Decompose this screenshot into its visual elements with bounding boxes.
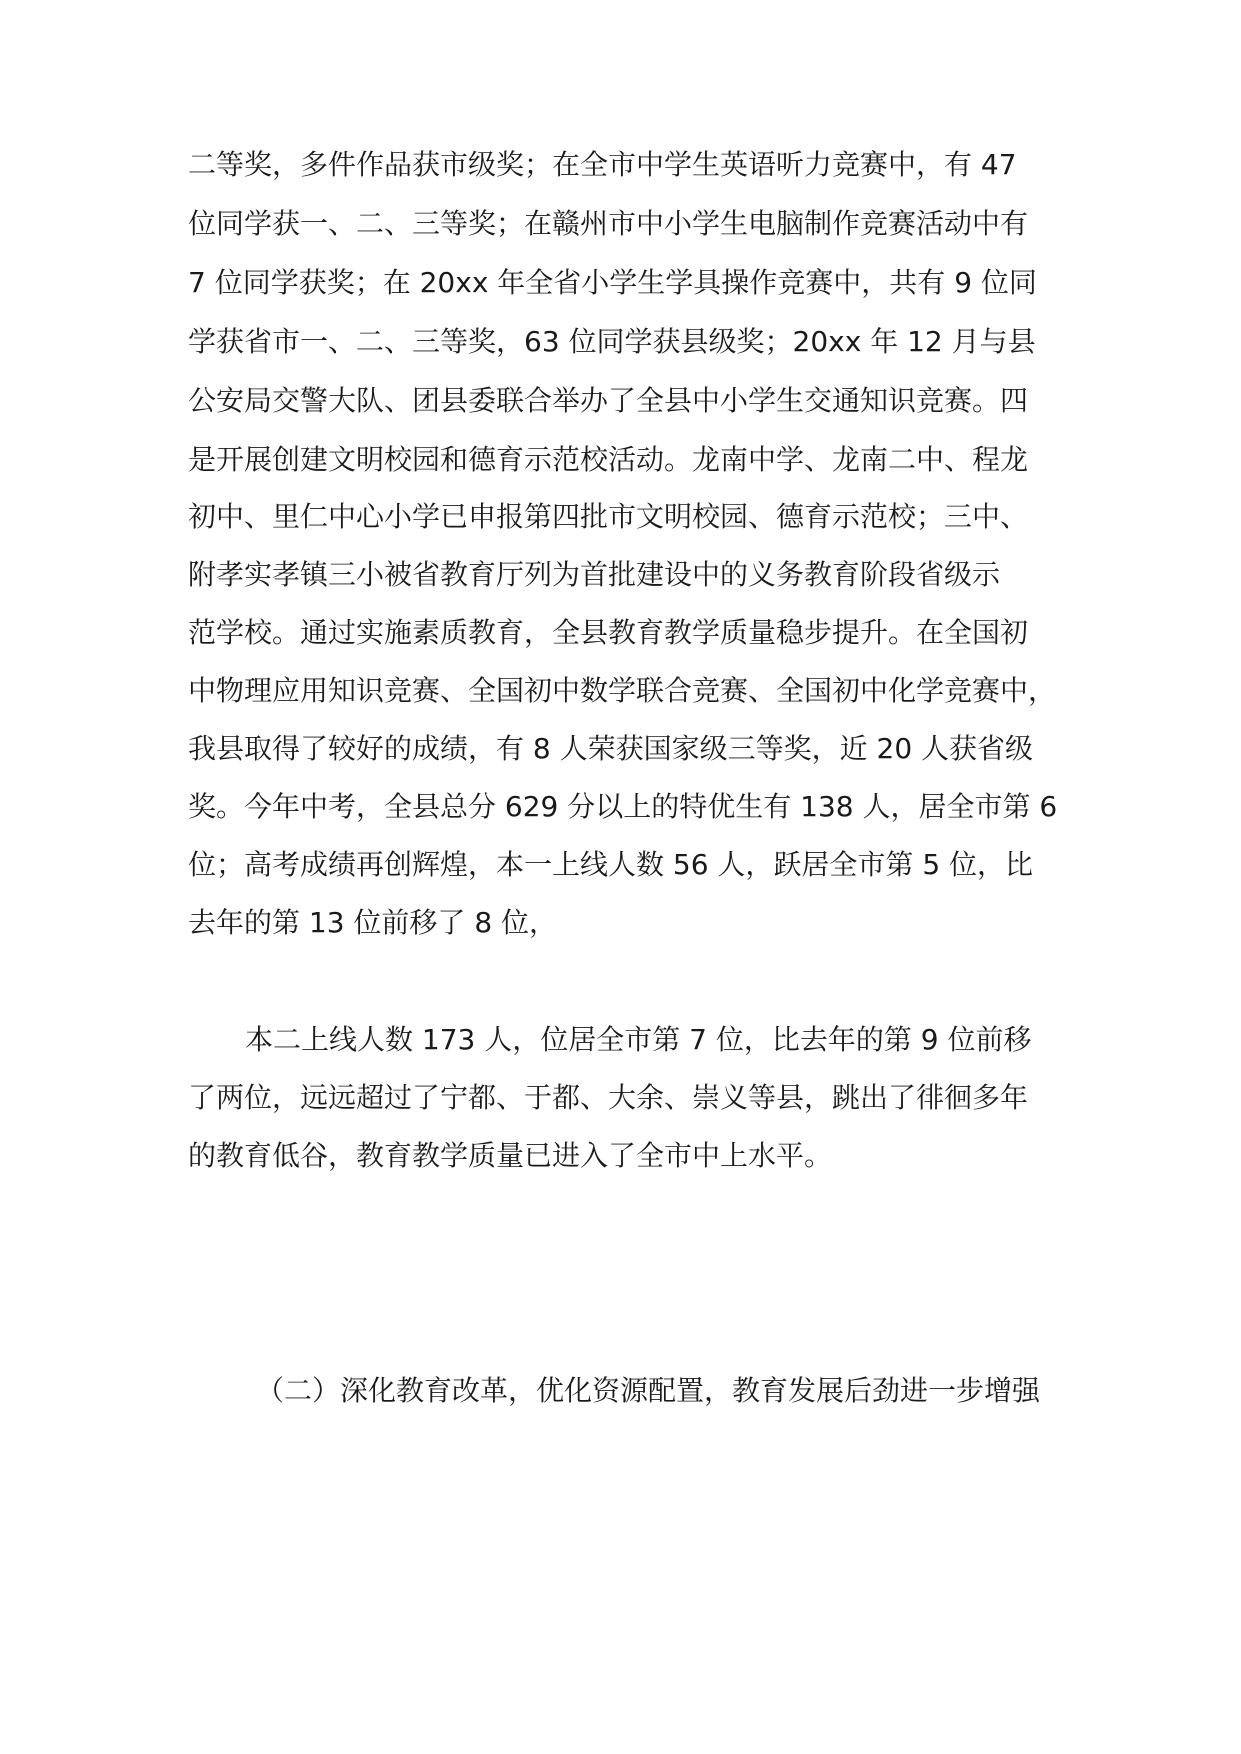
text-line: 初中、里仁中心小学已申报第四批市文明校园、德育示范校；三中、 [188, 500, 1029, 533]
text-line: 了两位，远远超过了宁都、于都、大余、崇义等县，跳出了徘徊多年 [188, 1081, 1029, 1114]
text-line: 位；高考成绩再创辉煌，本一上线人数 56 人，跃居全市第 5 位，比 [188, 848, 1034, 881]
text-line: 附孝实孝镇三小被省教育厅列为首批建设中的义务教育阶段省级示 [188, 558, 1001, 591]
text-line: 去年的第 13 位前移了 8 位， [188, 906, 558, 939]
text-line: 范学校。通过实施素质教育，全县教育教学质量稳步提升。在全国初 [188, 616, 1029, 649]
text-line: 学获省市一、二、三等奖，63 位同学获县级奖；20xx 年 12 月与县 [188, 325, 1036, 358]
text-line: 7 位同学获奖；在 20xx 年全省小学生学具操作竞赛中，共有 9 位同 [188, 266, 1037, 299]
text-line: 奖。今年中考，全县总分 629 分以上的特优生有 138 人，居全市第 6 [188, 790, 1058, 823]
text-line: 二等奖，多件作品获市级奖；在全市中学生英语听力竞赛中，有 47 [188, 148, 1017, 181]
text-line: 中物理应用知识竞赛、全国初中数学联合竞赛、全国初中化学竞赛中， [188, 674, 1057, 707]
text-line: 是开展创建文明校园和德育示范校活动。龙南中学、龙南二中、程龙 [188, 443, 1029, 476]
text-line: 的教育低谷，教育教学质量已进入了全市中上水平。 [188, 1139, 833, 1172]
text-line: 位同学获一、二、三等奖；在赣州市中小学生电脑制作竞赛活动中有 [188, 207, 1029, 240]
text-line: 本二上线人数 173 人，位居全市第 7 位，比去年的第 9 位前移 [245, 1023, 1032, 1056]
section-heading: （二）深化教育改革，优化资源配置，教育发展后劲进一步增强 [256, 1374, 1041, 1407]
text-line: 我县取得了较好的成绩，有 8 人荣获国家级三等奖，近 20 人获省级 [188, 732, 1034, 765]
text-line: 公安局交警大队、团县委联合举办了全县中小学生交通知识竞赛。四 [188, 384, 1029, 417]
